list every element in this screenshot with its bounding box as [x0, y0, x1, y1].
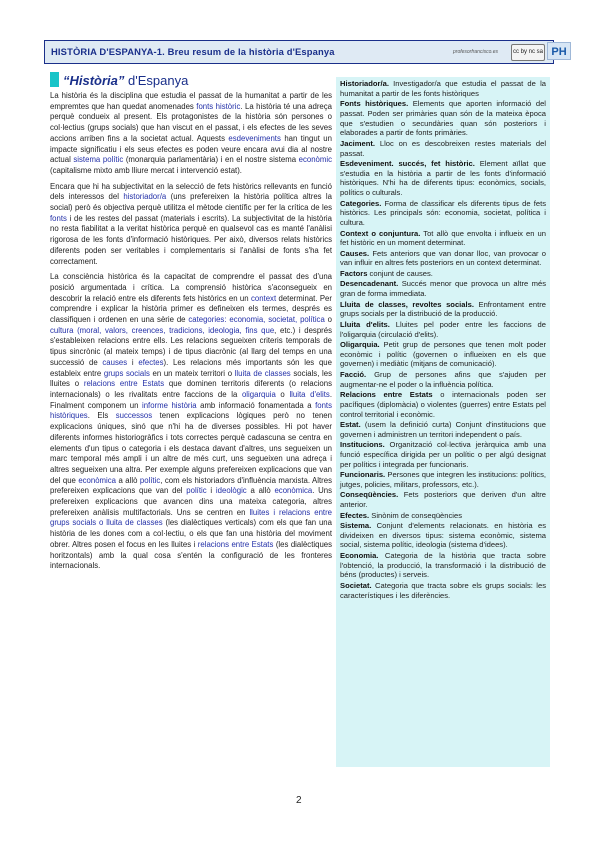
glossary-term: Funcionaris. — [340, 470, 386, 480]
paragraph-text: La història és la disciplina que estudia el passat de la humanitat a partir de les empremtes que han quedat anomenades — [50, 91, 332, 111]
glossary-term: Context o conjuntura. — [340, 228, 421, 238]
paragraph-text: . La història té una adreça perquè condueix al present. Els protagonistes de la història són persones o col·lectius (grups socials) que han viscut en el passat, i els efectes de les seves accions arriben fins a la societat actual. Aquests — [50, 101, 333, 143]
glossary-entry — [340, 269, 546, 279]
glossary-definition: Investigador/a que estudia el passat de la humanitat a partir de les fonts històriques — [340, 79, 546, 98]
keyword-link[interactable]: context — [250, 293, 277, 303]
glossary-definition: Tot allò que envolta i influeix en un fet històric en un moment determinat. — [340, 228, 546, 248]
keyword-link[interactable]: oligarquia — [241, 389, 276, 399]
glossary-definition: Lluites pel poder entre les faccions de l'oligarquia (circulació d'elits). — [340, 319, 546, 339]
glossary-definition: Categoria de la història que tracta sobre l'obtenció, la producció, la transformació i la distribució de béns (productes) i serveis. — [340, 550, 546, 580]
ph-logo-icon: PH — [547, 42, 571, 60]
glossary-entry — [340, 440, 546, 469]
glossary-term: Facció. — [340, 369, 367, 379]
glossary-term: Relacions entre Estats — [340, 390, 433, 400]
paragraph-text: Encara que hi ha subjectivitat en la selecció de fets històrics rellevants en funció dels interessos del — [50, 181, 332, 202]
glossary-definition: o internacionals poden ser pacífiques (diplomàcia) o violentes (guerres) entre Estats pel control territorial i econòmic. — [340, 390, 546, 419]
glossary-term: Estat. — [340, 420, 361, 430]
keyword-link[interactable]: historiador/a — [123, 192, 167, 202]
paragraph-text: o — [275, 389, 290, 399]
keyword-link[interactable]: relacions entre Estats — [197, 539, 274, 549]
glossary-entry — [340, 320, 546, 339]
glossary-term: Fonts històriques. — [340, 99, 409, 109]
keyword-link[interactable]: econòmica — [274, 486, 313, 496]
glossary-definition: (usem la definició curta) Conjunt d'institucions que governen i administren un territori independent o país. — [340, 420, 546, 439]
paragraph-text: (uns prefereixen la història política altres la social) però és objectiva perquè utilitza el mètode científic per fer la crítica de les — [50, 192, 332, 213]
section-title-quoted: “Història” — [63, 73, 125, 88]
keyword-link[interactable]: lluita de classes — [234, 368, 291, 378]
glossary-entry — [340, 521, 546, 550]
paragraph-text: ). Les relacions més importants són les que estableix entre — [50, 357, 332, 378]
paragraph-text: (les dialèctiques verticals) com els que fan una història de les dones com a col·lectiu, o els que fan una història del moviment obrer. Altres posen el focus en les lluites i — [50, 518, 332, 549]
keyword-link[interactable]: relacions entre Estats — [83, 379, 165, 389]
keyword-link[interactable]: fonts històriques — [50, 400, 332, 421]
glossary-entry — [340, 229, 546, 248]
paragraph-text: determinat. Per comprendre i explicar la història primer es defineixen els termes, després es classifiquen i ordenen en una sèrie de — [50, 293, 332, 325]
keyword-link[interactable]: polític — [139, 475, 161, 485]
glossary-term: Conseqüències. — [340, 490, 399, 500]
paragraph-text: a allò — [246, 486, 275, 496]
keyword-link[interactable]: cultura (moral, valors, creences, tradicions, ideologia, fins que — [50, 325, 275, 335]
glossary-entry — [340, 300, 546, 319]
glossary-term: Causes. — [340, 248, 370, 258]
keyword-link[interactable]: econòmic — [298, 155, 333, 165]
glossary-entry — [340, 581, 546, 600]
paragraph-text: o — [324, 315, 332, 325]
glossary-entry — [340, 551, 546, 580]
glossary-definition: Fets anteriors que van donar lloc, van provocar o van influir en altres fets posteriors en un context determinat. — [340, 248, 546, 268]
section-title — [50, 72, 188, 88]
glossary-definition: Element aïllat que s'estudia en la història a partir de les fonts d'informació històriques. N'hi ha de diferents tipus: econòmics, socials, polítics o culturals. — [340, 159, 546, 198]
header-site: profesorfrancisco.es — [453, 49, 499, 55]
glossary-term: Societat. — [340, 580, 372, 590]
keyword-link[interactable]: polític — [186, 486, 207, 496]
glossary-entry — [340, 139, 546, 158]
body-paragraph — [50, 272, 332, 572]
keyword-link[interactable]: efectes — [138, 357, 164, 367]
section-title-rest: d'Espanya — [124, 73, 189, 88]
glossary-entry — [340, 511, 546, 521]
glossary-entry — [340, 390, 546, 419]
glossary-definition: Elements que aporten informació del passat. Poden ser primàries quan són de la mateixa època que s'estudien o secundàries quan són posteriors i elaborades a partir de fonts primàries. — [340, 99, 546, 138]
glossary-entry — [340, 79, 546, 98]
paragraph-text: i de les restes del passat (materials i escrits). La subjectivitat de la història no resta fiabilitat a la veritat històrica perquè en qualsevol cas es manté l'anàlisi rigorosa de les fonts d'informació històriques. Per això, diversos relats històrics diferents poden ser veritables i complementaris si l'anàlisi de fonts s'ha fet correctament. — [50, 213, 332, 266]
paragraph-text: La consciència històrica és la capacitat de comprendre el passat des d'una posició argumentada i crítica. La comprensió històrica s'aconsegueix en descobrir la relació entre els diferents fets històrics en un — [50, 272, 332, 303]
keyword-link[interactable]: esdeveniments — [228, 133, 281, 143]
glossary-definition: Grup de persones afins que s'ajuden per augmentar-ne el poder o la influència política. — [340, 369, 546, 389]
glossary-definition: Categoria que tracta sobre els grups socials: les característiques i les diferències. — [340, 580, 546, 600]
glossary-definition: Forma de classificar els diferents tipus de fets històrics. Les principals són: economia, societat, política i cultura. — [340, 198, 546, 228]
paragraph-text: , com els historiadors d'influència marxista. Altres prefereixen explicacions que van del — [50, 475, 332, 496]
glossary-entry — [340, 99, 546, 138]
glossary-term: Economia. — [340, 550, 379, 560]
keyword-link[interactable]: lluites i relacions entre grups socials o lluita de classes — [50, 507, 332, 528]
glossary-entry — [340, 490, 546, 509]
glossary-definition: Conjunt d'elements relacionats. en història es divideixen en diversos tipus: sistema econòmic, sistema social, sistema polític, ideologia (sistema d'idees). — [340, 521, 546, 550]
keyword-link[interactable]: fonts — [50, 213, 67, 223]
glossary-term: Lluita de classes, revoltes socials. — [340, 299, 474, 309]
keyword-link[interactable]: ideològic — [215, 486, 247, 496]
glossary-definition: Enfrontament entre grups socials per la distribució de la producció. — [340, 299, 546, 319]
body-paragraph — [50, 182, 332, 268]
paragraph-text: que dominen territoris diferents (o relacions internacionals) o les rivalitats entre faccions de la — [50, 379, 332, 399]
paragraph-text: tenen explicacions lògiques però no tenen explicacions úniques, sinó que n'hi ha de diverses possibles. Hi pot haver diferents informes historiogràfics i tots correctes perquè cadascuna se centra en elements d'un tipus o categoria i els destaca davant d'altres, uns segueixen un marc temporal més ampli i un altre de més curt, uns segueixen una adreça i altres segueixen una altra. Per exemple alguns prefereixen explicacions que van del que — [50, 411, 332, 485]
glossary-term: Historiador/a. — [340, 79, 389, 88]
keyword-link[interactable]: successos — [115, 411, 153, 421]
glossary-term: Jaciment. — [340, 138, 376, 148]
glossary-term: Factors — [340, 268, 368, 278]
keyword-link[interactable]: fonts històric — [196, 101, 241, 111]
keyword-link[interactable]: sistema polític — [73, 155, 124, 165]
glossary-definition: Fets posteriors que deriven d'un altre anterior. — [340, 490, 546, 510]
paragraph-text: . Els — [87, 411, 116, 421]
glossary-term: Oligarquia. — [340, 340, 380, 350]
page-header — [44, 40, 567, 64]
glossary-definition: Organització col·lectiva jeràrquica amb una funció específica dirigida per un polític o per algú designat per polítics i integrada per funcionaris. — [340, 440, 546, 469]
glossary-entry — [340, 340, 546, 369]
glossary-term: Esdeveniment. succés, fet històric. — [340, 159, 475, 169]
glossary-definition: Lloc on es descobreixen restes materials del passat. — [340, 138, 546, 158]
title-marker-icon — [50, 72, 59, 87]
keyword-link[interactable]: informe història — [141, 400, 197, 410]
glossary-entry — [340, 370, 546, 389]
glossary-entry — [340, 420, 546, 439]
paragraph-text: , etc.) i després s'estableixen relacions entre ells. Les relacions segueixen criteris temporals de tipus sincrònic (al mateix temps) i de tipus diacrònic (al llarg del temps en una successió de — [50, 325, 332, 367]
paragraph-text: . Finalment componem un — [50, 389, 332, 410]
paragraph-text: amb informació fonamentada a — [196, 400, 316, 410]
page-number: 2 — [296, 795, 302, 806]
glossary-term: Sistema. — [340, 521, 372, 531]
paragraph-text: han tingut un impacte significatiu i els seus efectes es poden veure encara avui dia al nostre actual — [50, 133, 332, 165]
glossary-entry — [340, 470, 546, 489]
paragraph-text: socials, les lluites o — [50, 368, 332, 389]
glossary-definition: Persones que integren les institucions: polítics, jutges, policies, militars, professors, etc.). — [340, 470, 546, 489]
paragraph-text: (monarquia parlamentària) i en el nostre sistema — [123, 155, 299, 165]
glossary-term: Categories. — [340, 198, 382, 208]
body-paragraph — [50, 91, 332, 177]
keyword-link[interactable]: causes — [102, 357, 128, 367]
glossary-entry — [340, 199, 546, 228]
glossary-definition: Succés menor que provoca un altre més gran de forma immediata. — [340, 279, 546, 299]
paragraph-text: en un mateix territori o — [149, 368, 235, 378]
glossary-term: Lluita d'elits. — [340, 319, 390, 329]
glossary-sidebar — [336, 77, 550, 767]
glossary-term: Institucions. — [340, 440, 385, 450]
glossary-definition: Sinònim de conseqüències — [369, 510, 463, 520]
glossary-entry — [340, 249, 546, 268]
paragraph-text: i — [127, 357, 139, 367]
keyword-link[interactable]: grups socials — [103, 368, 150, 378]
paragraph-text: (capitalisme mixto amb lliure mercat i intervenció estat). — [50, 165, 242, 175]
keyword-link[interactable]: econòmica — [78, 475, 117, 485]
keyword-link[interactable]: categories: economia, societat, política — [188, 315, 325, 325]
paragraph-text: . Uns prefereixen explicacions que avancen dins una mateixa categoria, altres prefereixen anàlisis multifactorials. Uns se centren en — [50, 486, 332, 517]
main-text-column — [50, 91, 332, 577]
license-badge-icon: cc by nc sa — [511, 44, 545, 61]
glossary-term: Desencadenant. — [340, 279, 399, 289]
glossary-definition: Petit grup de persones que tenen molt poder econòmic i polític (governen o influeixen en els que governen) i mediàtic (mitjans de comunicació). — [340, 340, 546, 369]
keyword-link[interactable]: lluita d'elits — [289, 389, 330, 399]
glossary-term: Efectes. — [340, 510, 370, 520]
glossary-entry — [340, 159, 546, 198]
header-title: HISTÒRIA D'ESPANYA-1. Breu resum de la història d'Espanya — [51, 46, 335, 57]
paragraph-text: i — [206, 486, 216, 496]
glossary-definition: conjunt de causes. — [367, 268, 433, 278]
paragraph-text: (les dialèctiques horitzontals) amb la qual cosa s'entén la configuració de les fronteres internacionals. — [50, 539, 333, 571]
paragraph-text: a allò — [116, 475, 140, 485]
glossary-entry — [340, 279, 546, 298]
